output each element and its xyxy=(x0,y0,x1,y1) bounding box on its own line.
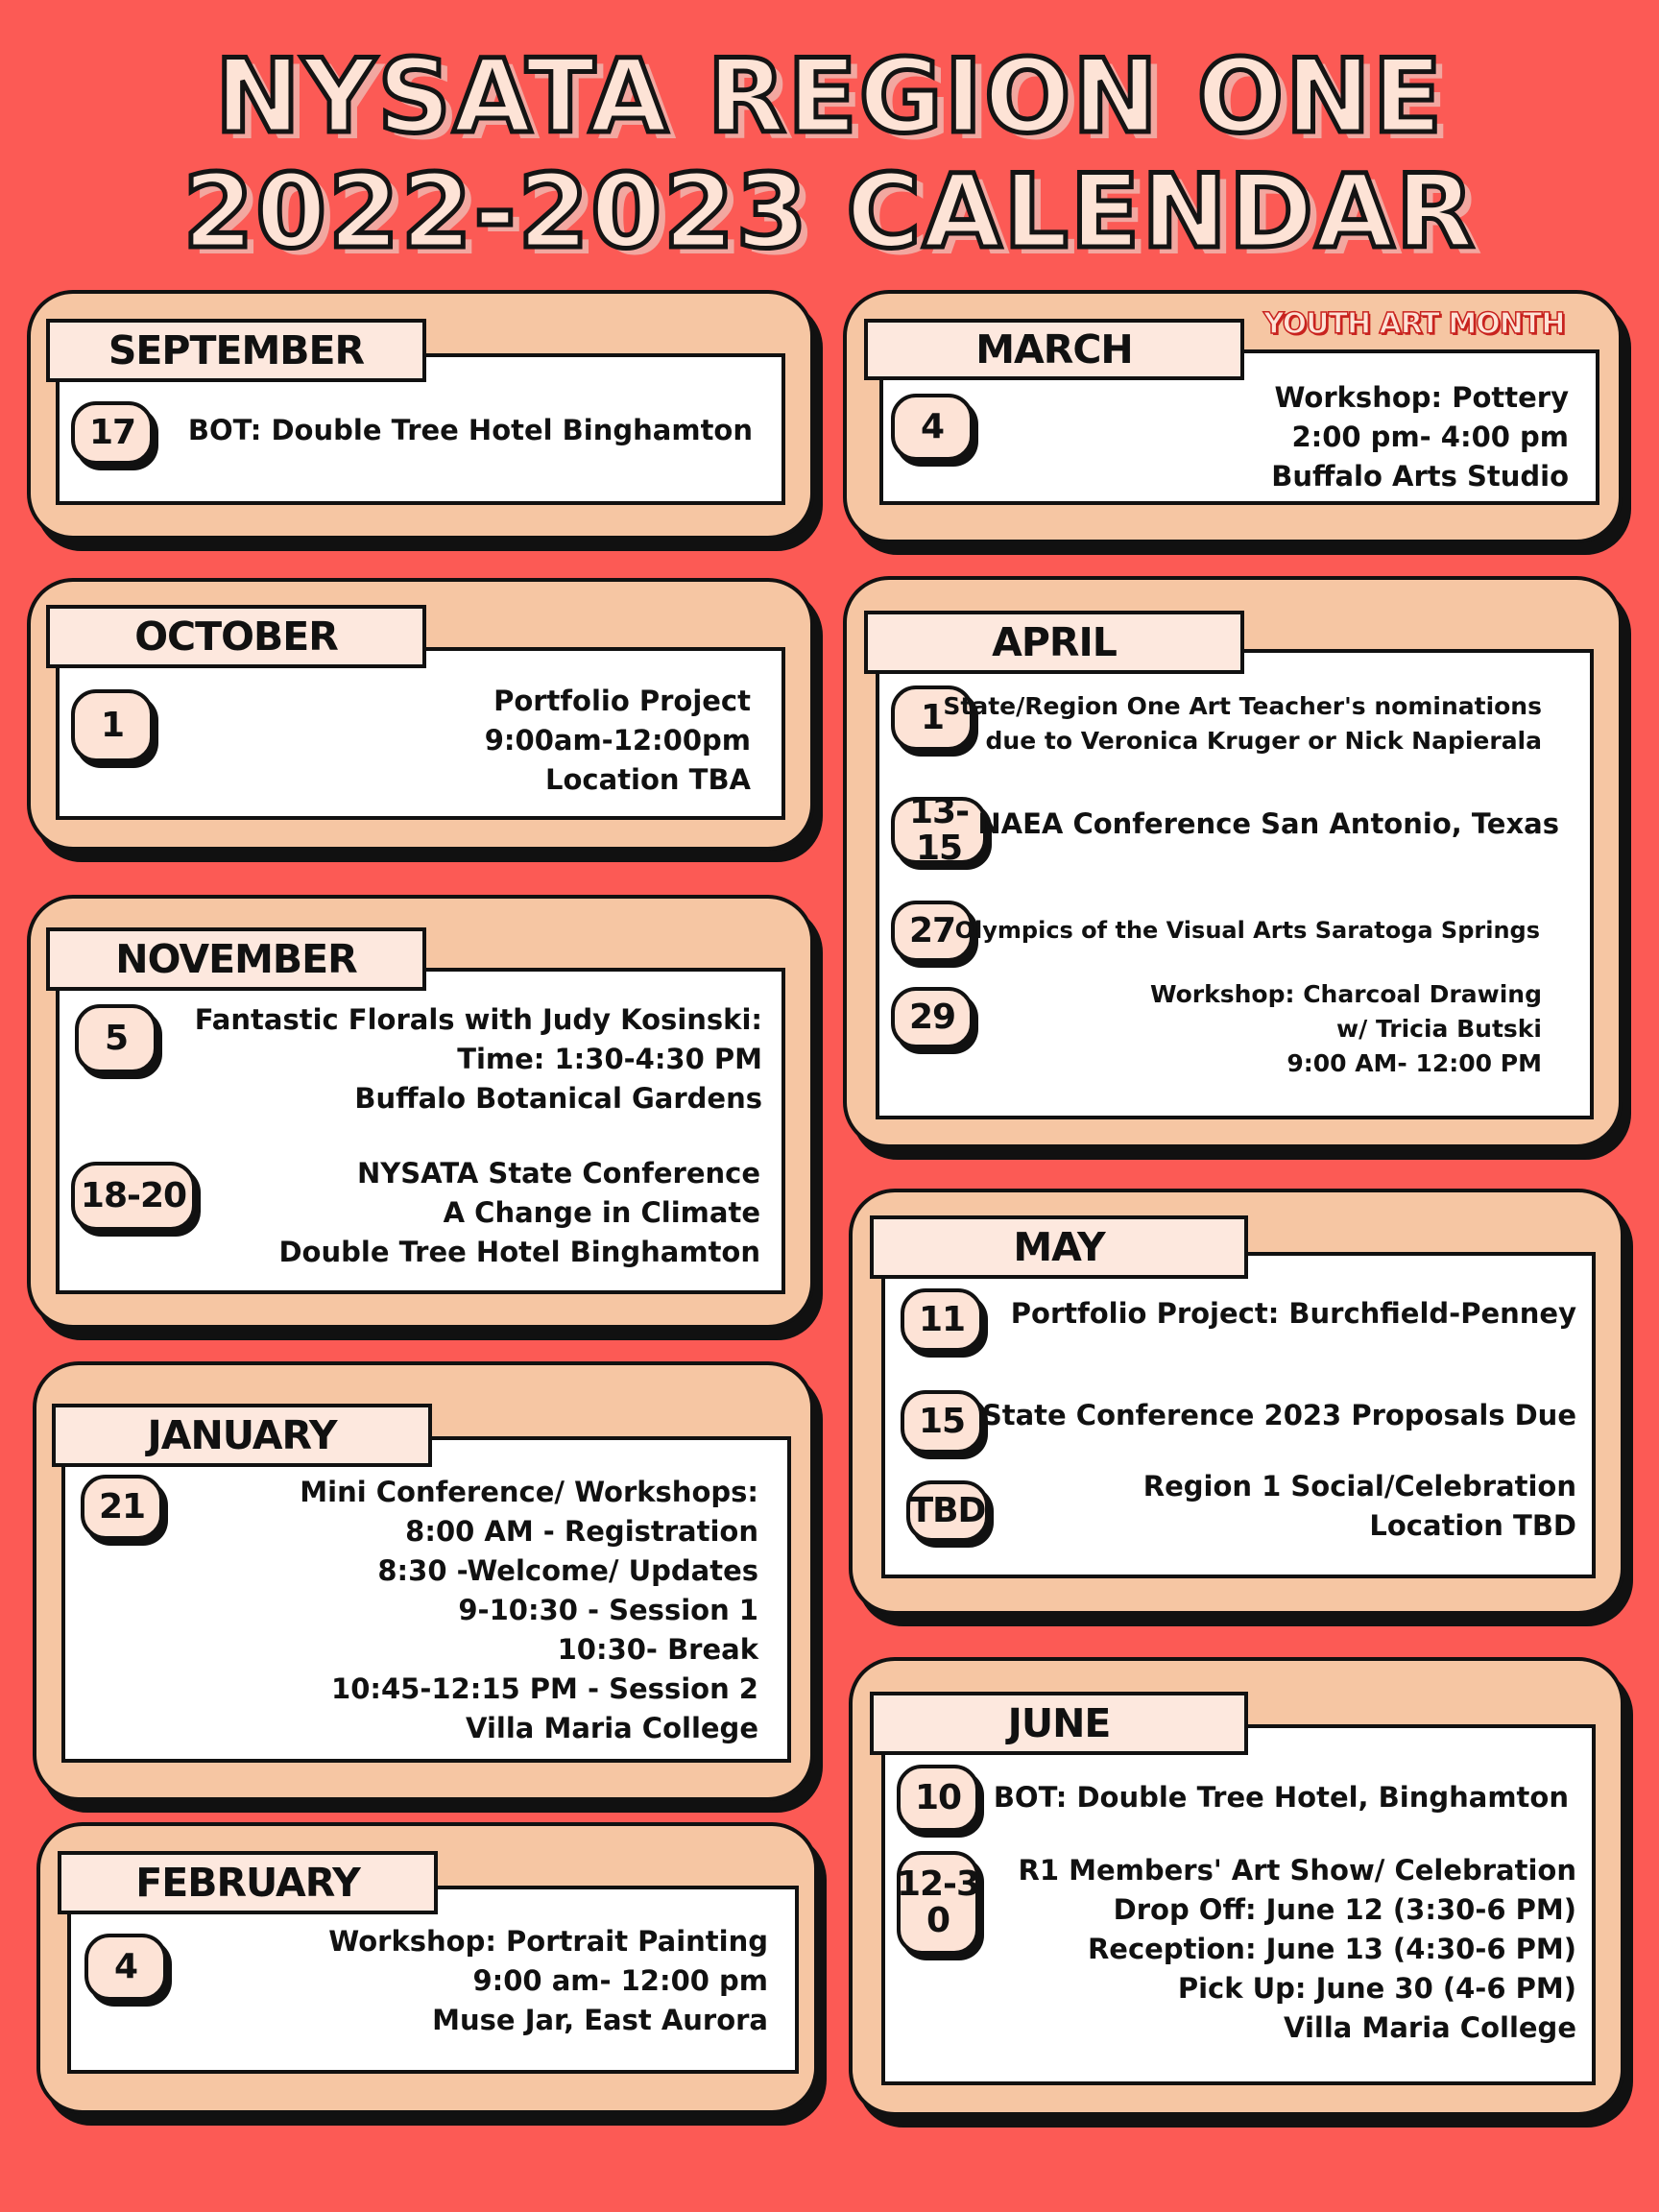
date-badge: 12-3 0 xyxy=(897,1851,979,1955)
june-card xyxy=(849,1657,1624,2116)
february-label: FEBRUARY xyxy=(58,1851,438,1914)
date-badge: TBD xyxy=(906,1480,989,1542)
event-text: State/Region One Art Teacher's nominations due to Veronica Kruger or Nick Napierala xyxy=(943,692,1542,755)
title-line-2: 2022-2023 CALENDAR xyxy=(182,153,1477,271)
october-label: OCTOBER xyxy=(46,605,426,668)
date-badge: 5 xyxy=(75,1004,157,1073)
april-label: APRIL xyxy=(864,611,1244,674)
event-text: Workshop: Pottery 2:00 pm- 4:00 pm Buffalo Arts Studio xyxy=(1271,381,1569,493)
title-line-1: NYSATA REGION ONE xyxy=(214,37,1445,156)
date-badge: 4 xyxy=(891,394,974,461)
date-badge: 18-20 xyxy=(71,1162,196,1231)
september-card xyxy=(27,290,814,540)
march-label: MARCH xyxy=(864,319,1244,380)
date-badge: 27 xyxy=(891,901,974,962)
event-text: Workshop: Charcoal Drawing w/ Tricia Butski 9:00 AM- 12:00 PM xyxy=(1149,980,1542,1077)
june-label: JUNE xyxy=(870,1692,1248,1755)
date-badge: 13-15 xyxy=(891,797,987,864)
date-badge: 29 xyxy=(891,987,974,1048)
event-text: R1 Members' Art Show/ Celebration Drop Off: June 12 (3:30-6 PM) Reception: June 13 (4:30-6 PM) Pick Up: June 30 (4-6 PM) Villa Maria College xyxy=(1018,1854,1576,2044)
february-card xyxy=(36,1822,818,2114)
event-text: BOT: Double Tree Hotel, Binghamton xyxy=(993,1781,1569,1814)
date-badge: 4 xyxy=(84,1934,167,2001)
event-text: Portfolio Project: Burchfield-Penney xyxy=(1010,1297,1576,1330)
date-badge: 15 xyxy=(901,1390,983,1454)
september-label: SEPTEMBER xyxy=(46,319,426,382)
event-text: State Conference 2023 Proposals Due xyxy=(981,1399,1576,1431)
event-text: Olympics of the Visual Arts Saratoga Springs xyxy=(954,917,1540,944)
event-text: Workshop: Portrait Painting 9:00 am- 12:00 pm Muse Jar, East Aurora xyxy=(328,1925,768,2036)
november-label: NOVEMBER xyxy=(46,927,426,991)
january-card xyxy=(33,1361,814,1801)
date-badge: 17 xyxy=(71,401,154,465)
date-badge: 11 xyxy=(901,1288,983,1352)
date-badge: 1 xyxy=(891,685,974,751)
date-badge: 21 xyxy=(81,1475,163,1540)
event-text: BOT: Double Tree Hotel Binghamton xyxy=(187,414,753,446)
october-card xyxy=(27,578,814,851)
march-card xyxy=(843,290,1623,543)
may-card xyxy=(849,1189,1624,1615)
january-label: JANUARY xyxy=(52,1404,432,1467)
event-text: Fantastic Florals with Judy Kosinski: Time: 1:30-4:30 PM Buffalo Botanical Gardens xyxy=(194,1003,762,1115)
november-card xyxy=(27,895,814,1329)
date-badge: 1 xyxy=(71,689,154,762)
event-text: NYSATA State Conference A Change in Climate Double Tree Hotel Binghamton xyxy=(278,1157,760,1268)
event-text: Portfolio Project 9:00am-12:00pm Location TBA xyxy=(484,685,751,796)
youth-art-month-tag: YOUTH ART MONTH xyxy=(1263,307,1565,341)
april-card xyxy=(843,576,1623,1148)
event-text: NAEA Conference San Antonio, Texas xyxy=(977,807,1559,840)
event-text: Mini Conference/ Workshops: 8:00 AM - Registration 8:30 -Welcome/ Updates 9-10:30 - Session 1 10:30- Break 10:45-12:15 PM - Session 2 Villa Maria College xyxy=(300,1476,758,1744)
event-text: Region 1 Social/Celebration Location TBD xyxy=(1142,1470,1576,1542)
date-badge: 10 xyxy=(897,1765,979,1832)
may-label: MAY xyxy=(870,1215,1248,1279)
